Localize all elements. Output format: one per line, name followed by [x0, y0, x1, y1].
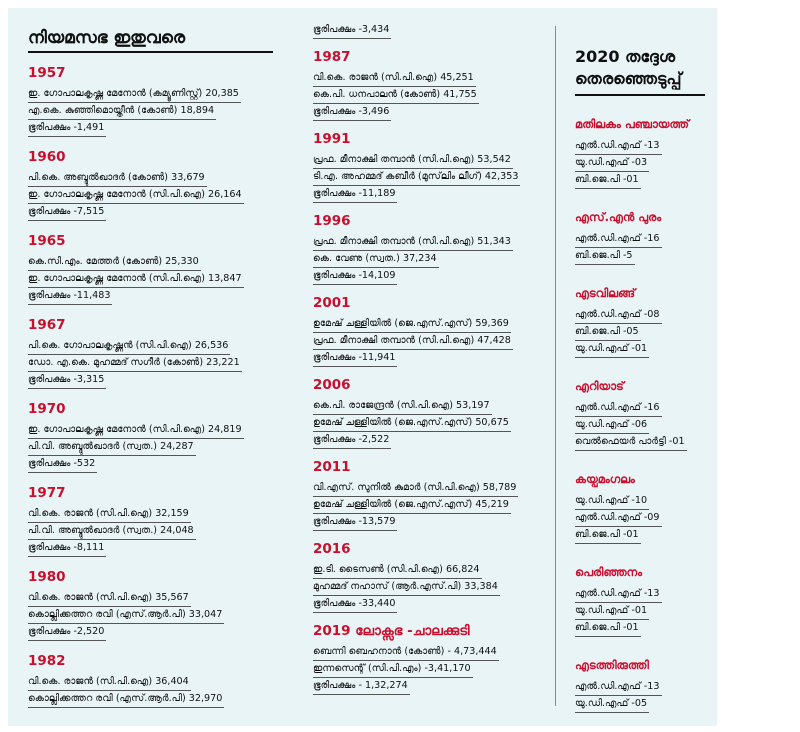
election-year-heading: 1996 [313, 213, 351, 229]
result-line: ഇ. ഗോപാലകൃഷ്ണ മേനോൻ (സി.പി.ഐ) 26,164 [28, 187, 244, 204]
result-line: ബി.ജെ.പി -05 [575, 324, 641, 341]
result-line: ബി.ജെ.പി -01 [575, 172, 641, 189]
election-year-heading: 1965 [28, 233, 66, 249]
election-year-block [28, 232, 288, 305]
result-line: ഭൂരിപക്ഷം -1,491 [28, 120, 106, 137]
election-year-block [313, 130, 548, 203]
election-year-block [313, 458, 548, 531]
election-year-block [28, 400, 288, 473]
result-line: ഭൂരിപക്ഷം -33,440 [313, 596, 397, 613]
result-line: വി.കെ. രാജൻ (സി.പി.ഐ) 32,159 [28, 506, 191, 523]
result-line: ഇ. ഗോപാലകൃഷ്ണ മേനോൻ (സി.പി.ഐ) 24,819 [28, 422, 244, 439]
election-year-block [313, 294, 548, 367]
result-line: ബി.ജെ.പി -01 [575, 527, 641, 544]
ward-block [575, 209, 720, 265]
result-line: ഭൂരിപക്ഷം -532 [28, 456, 97, 473]
result-line: ഉമേഷ് ചള്ളിയിൽ (ജെ.എസ്.എസ്) 50,675 [313, 415, 511, 432]
ward-block [575, 564, 720, 637]
ward-block [575, 657, 720, 713]
result-line: യു.ഡി.എഫ് -01 [575, 603, 649, 620]
ward-heading: പെരിഞ്ഞനം [575, 565, 643, 579]
election-year-block [28, 652, 288, 708]
result-line: ഡോ. എ.കെ. മുഹമ്മദ് സഗീർ (കോൺ) 23,221 [28, 355, 242, 372]
result-line: യു.ഡി.എഫ് -03 [575, 155, 649, 172]
local-election-column [575, 46, 720, 713]
election-year-block [313, 48, 548, 121]
result-line: പ്രഫ. മീനാക്ഷി തമ്പാൻ (സി.പി.ഐ) 51,343 [313, 234, 513, 251]
ward-heading: മതിലകം പഞ്ചായത്ത് [575, 117, 690, 131]
ward-heading: എടവിലങ്ങ് [575, 286, 636, 300]
assembly-history-title: നിയമസഭ ഇതുവരെ [28, 28, 273, 53]
column-divider [555, 26, 556, 706]
ward-results [575, 116, 720, 713]
result-line: യു.ഡി.എഫ് -05 [575, 696, 649, 713]
result-line: വെൽഫെയർ പാർട്ടി -01 [575, 434, 687, 451]
result-line: മുഹമ്മദ് നഹാസ് (ആർ.എസ്.പി) 33,384 [313, 579, 500, 596]
result-line: പി.വി. അബ്ദുൽഖാദർ (സ്വത.) 24,287 [28, 439, 196, 456]
election-blocks-2 [313, 48, 548, 695]
result-line: ഭൂരിപക്ഷം -11,189 [313, 186, 397, 203]
result-line: എൽ.ഡി.എഫ് -16 [575, 231, 662, 248]
result-line: യു.ഡി.എഫ് -10 [575, 493, 649, 510]
result-line: കെ. വേണു (സ്വത.) 37,234 [313, 251, 439, 268]
local-election-title-line-2: തെരഞ്ഞെടുപ്പ് [575, 69, 682, 88]
election-year-heading: 2001 [313, 295, 351, 311]
result-line: കെ.പി. രാജേന്ദ്രൻ (സി.പി.ഐ) 53,197 [313, 398, 492, 415]
result-line: ഇ.ടി. ടൈസൺ (സി.പി.ഐ) 66,824 [313, 562, 482, 579]
result-line: എൽ.ഡി.എഫ് -13 [575, 138, 662, 155]
result-line: പി.കെ. അബ്ദുൽഖാദർ (കോൺ) 33,679 [28, 170, 207, 187]
election-year-block [28, 316, 288, 389]
result-line: ബി.ജെ.പി -5 [575, 248, 635, 265]
election-year-heading: 1960 [28, 149, 66, 165]
result-line: ഇ. ഗോപാലകൃഷ്ണ മേനോൻ (സി.പി.ഐ) 13,847 [28, 271, 244, 288]
result-line: എൽ.ഡി.എഫ് -08 [575, 307, 662, 324]
result-line: പ്രഫ. മീനാക്ഷി തമ്പാൻ (സി.പി.ഐ) 53,542 [313, 152, 513, 169]
local-election-title-line-1: 2020 തദ്ദേശ [575, 47, 675, 66]
ward-heading: എസ്.എൻ പുരം [575, 210, 662, 224]
assembly-history-column-2 [313, 22, 548, 695]
ward-block [575, 378, 720, 451]
result-line: പി.വി. അബ്ദുൽഖാദർ (സ്വത.) 24,048 [28, 523, 196, 540]
result-line: എൽ.ഡി.എഫ് -09 [575, 510, 662, 527]
margin-line: ഭൂരിപക്ഷം -3,434 [313, 22, 391, 39]
result-line: ബി.ജെ.പി -01 [575, 620, 641, 637]
result-line: ഉമേഷ് ചള്ളിയിൽ (ജെ.എസ്.എസ്) 45,219 [313, 497, 511, 514]
ward-heading: കയ്പമംഗലം [575, 472, 635, 486]
infographic-panel [8, 8, 717, 726]
result-line: എൽ.ഡി.എഫ് -13 [575, 679, 662, 696]
result-line: ഇന്നസെന്റ് (സി.പി.എം) -3,41,170 [313, 661, 473, 678]
ward-block [575, 285, 720, 358]
election-year-heading: 2019 ലോക്സഭ -ചാലക്കുടി [313, 623, 470, 639]
election-year-heading: 1987 [313, 49, 351, 65]
election-year-heading: 1957 [28, 65, 66, 81]
assembly-history-column-1 [28, 28, 288, 708]
election-blocks-1 [28, 64, 288, 708]
election-year-heading: 1977 [28, 485, 66, 501]
election-year-heading: 2016 [313, 541, 351, 557]
election-year-heading: 2011 [313, 459, 351, 475]
result-line: ഭൂരിപക്ഷം -2,522 [313, 432, 391, 449]
election-year-block [313, 212, 548, 285]
result-line: ഭൂരിപക്ഷം -2,520 [28, 624, 106, 641]
election-year-block [28, 64, 288, 137]
result-line: യു.ഡി.എഫ് -01 [575, 341, 649, 358]
result-line: കെ.പി. ധനപാലൻ (കോൺ) 41,755 [313, 87, 479, 104]
result-line: വി.കെ. രാജൻ (സി.പി.ഐ) 35,567 [28, 590, 191, 607]
result-line: ഉമേഷ് ചള്ളിയിൽ (ജെ.എസ്.എസ്) 59,369 [313, 316, 511, 333]
election-year-heading: 1980 [28, 569, 66, 585]
ward-block [575, 116, 720, 189]
result-line: ഭൂരിപക്ഷം - 1,32,274 [313, 678, 410, 695]
result-line: ബെന്നി ബെഹനാൻ (കോൺ) - 4,73,444 [313, 644, 499, 661]
result-line: കൊല്ലിക്കത്തറ രവി (എസ്.ആർ.പി) 32,970 [28, 691, 224, 708]
election-year-block [313, 540, 548, 613]
election-year-heading: 1970 [28, 401, 66, 417]
result-line: വി.എസ്. സുനിൽ കുമാർ (സി.പി.ഐ) 58,789 [313, 480, 518, 497]
election-year-heading: 1967 [28, 317, 66, 333]
election-year-heading: 1991 [313, 131, 351, 147]
result-line: വി.കെ. രാജൻ (സി.പി.ഐ) 36,404 [28, 674, 191, 691]
local-election-title [575, 46, 705, 96]
result-line: എൽ.ഡി.എഫ് -13 [575, 586, 662, 603]
election-year-block [28, 148, 288, 221]
result-line: കെ.സി.എം. മേത്തർ (കോൺ) 25,330 [28, 254, 201, 271]
result-line: പി.കെ. ഗോപാലകൃഷ്ണൻ (സി.പി.ഐ) 26,536 [28, 338, 230, 355]
election-year-block [313, 376, 548, 449]
ward-block [575, 471, 720, 544]
result-line: എ.കെ. കുഞ്ഞിമൊയ്തീൻ (കോൺ) 18,894 [28, 103, 216, 120]
election-year-block [28, 484, 288, 557]
result-line: ഭൂരിപക്ഷം -3,315 [28, 372, 106, 389]
result-line: ഭൂരിപക്ഷം -13,579 [313, 514, 397, 531]
ward-heading: എറിയാട് [575, 379, 624, 393]
result-line: യു.ഡി.എഫ് -06 [575, 417, 649, 434]
result-line: ടി.എ. അഹമ്മദ് കബീർ (മുസ്‌ലിം ലീഗ്) 42,353 [313, 169, 520, 186]
result-line: പ്രഫ. മീനാക്ഷി തമ്പാൻ (സി.പി.ഐ) 47,428 [313, 333, 513, 350]
result-line: ഇ. ഗോപാലകൃഷ്ണ മേനോൻ (കമ്യൂണിസ്റ്റ്) 20,385 [28, 86, 241, 103]
result-line: ഭൂരിപക്ഷം -14,109 [313, 268, 397, 285]
result-line: ഭൂരിപക്ഷം -3,496 [313, 104, 391, 121]
result-line: ഭൂരിപക്ഷം -11,941 [313, 350, 397, 367]
result-line: ഭൂരിപക്ഷം -8,111 [28, 540, 106, 557]
election-year-heading: 2006 [313, 377, 351, 393]
result-line: എൽ.ഡി.എഫ് -16 [575, 400, 662, 417]
result-line: ഭൂരിപക്ഷം -11,483 [28, 288, 112, 305]
election-year-block [28, 568, 288, 641]
election-year-heading: 1982 [28, 653, 66, 669]
result-line: ഭൂരിപക്ഷം -7,515 [28, 204, 106, 221]
election-year-block [313, 622, 548, 695]
ward-heading: എടത്തിരുത്തി [575, 658, 649, 672]
result-line: കൊല്ലിക്കത്തറ രവി (എസ്.ആർ.പി) 33,047 [28, 607, 224, 624]
result-line: വി.കെ. രാജൻ (സി.പി.ഐ) 45,251 [313, 70, 476, 87]
